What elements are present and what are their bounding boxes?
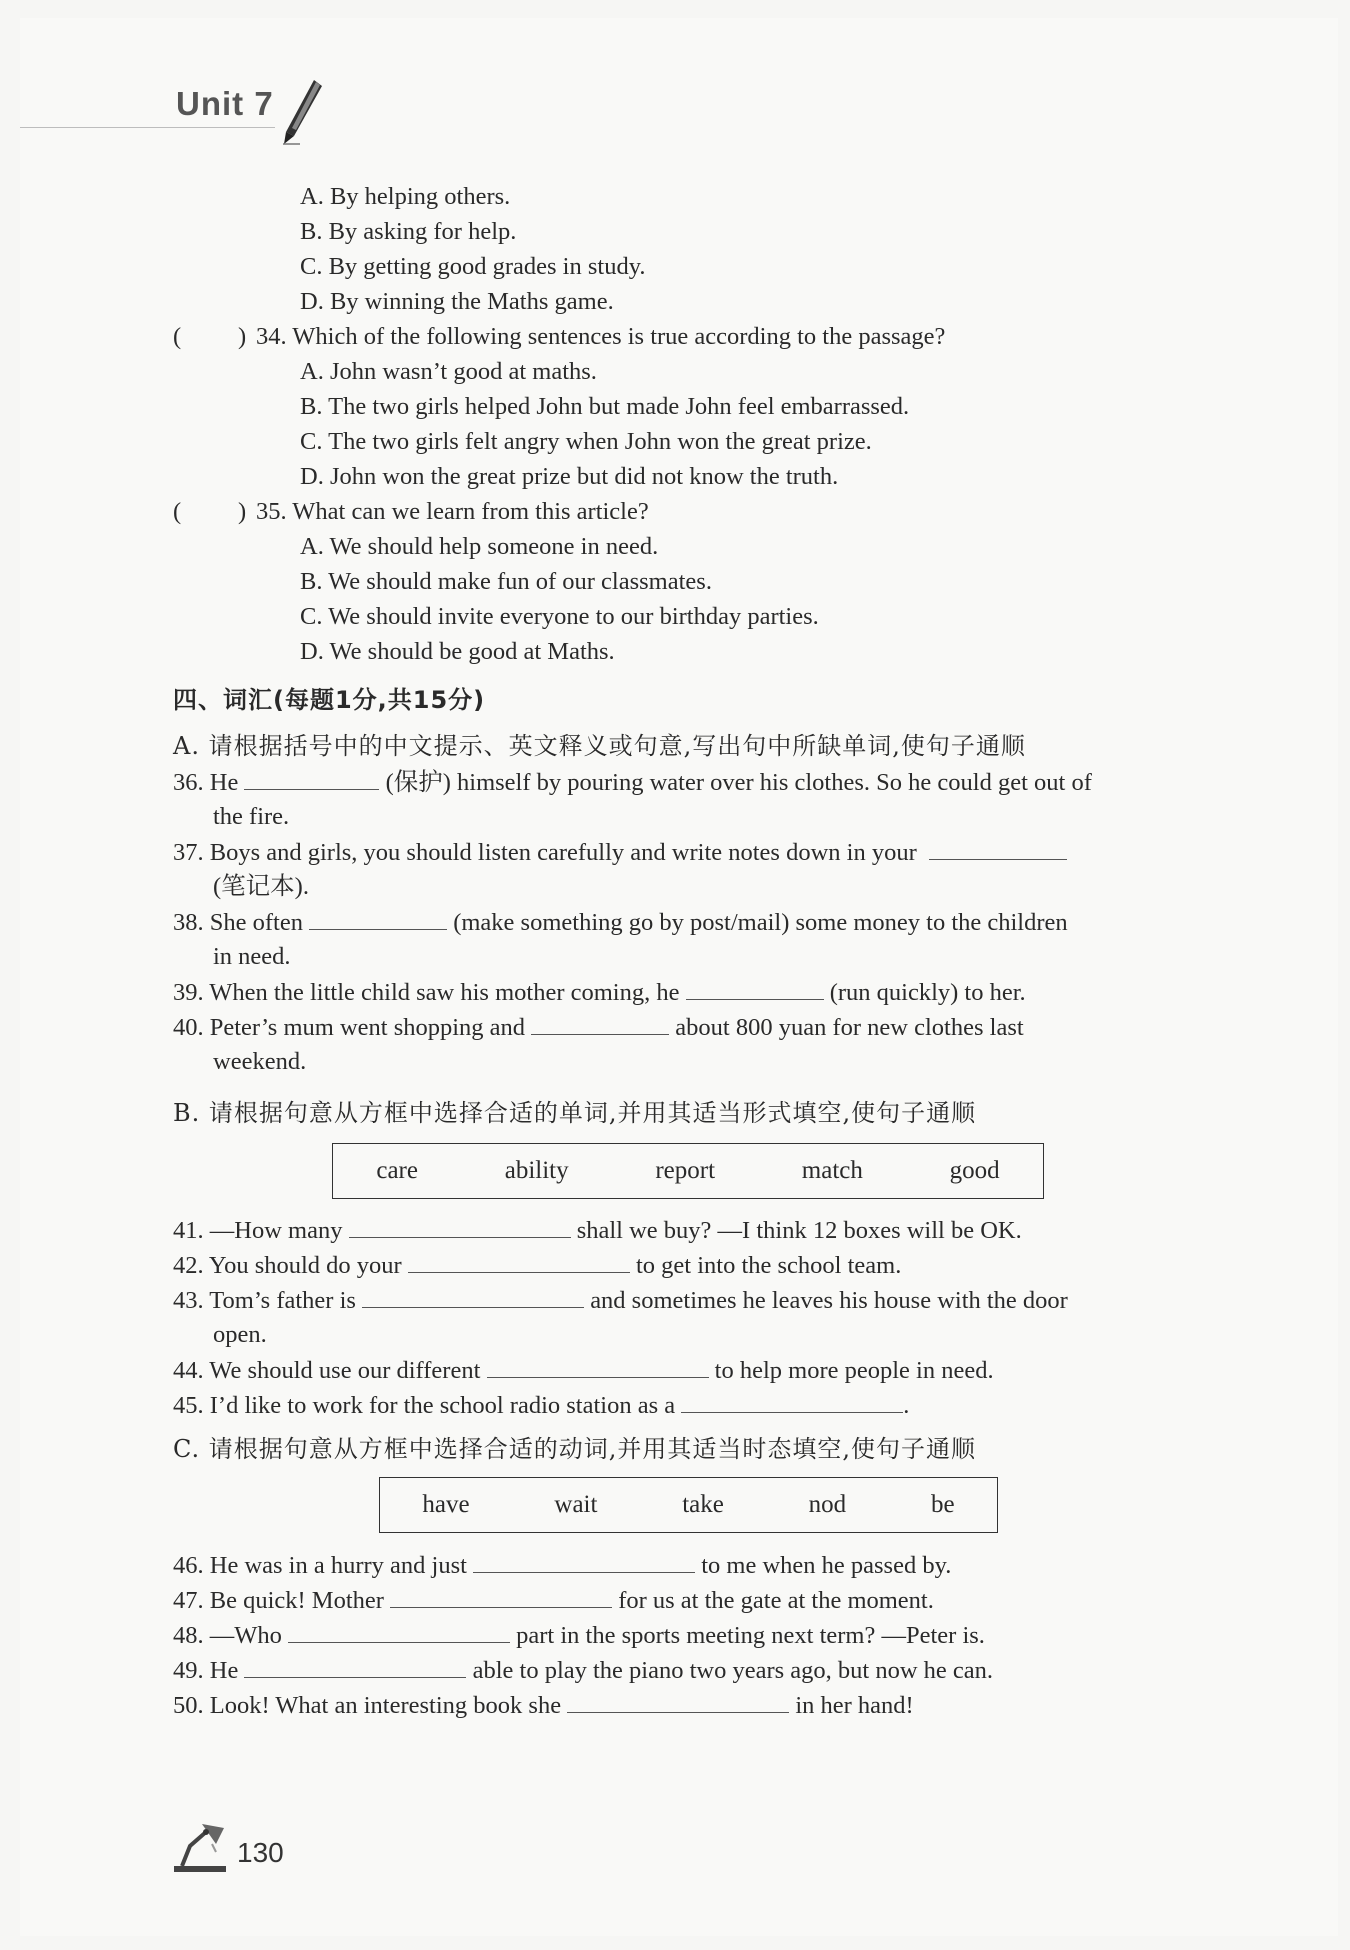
word-box-item: take xyxy=(682,1491,724,1518)
q33-option-d: D. By winning the Maths game. xyxy=(300,288,614,315)
q34-paren-close: ) xyxy=(238,323,247,350)
q34-paren-open: ( xyxy=(173,323,182,350)
word-box-item: wait xyxy=(554,1491,598,1518)
q50: 50. Look! What an interesting book she in her hand! xyxy=(173,1692,914,1719)
q39-answer-blank[interactable] xyxy=(686,977,824,1000)
q40: 40. Peter’s mum went shopping and about 800 yuan for new clothes last xyxy=(173,1014,1024,1041)
q33-option-b: B. By asking for help. xyxy=(300,218,517,245)
q46: 46. He was in a hurry and just to me when he passed by. xyxy=(173,1552,952,1579)
q38-answer-blank[interactable] xyxy=(309,907,447,930)
q34-option-a: A. John wasn’t good at maths. xyxy=(300,358,597,385)
q38: 38. She often (make something go by post/mail) some money to the children xyxy=(173,909,1068,936)
q40-continuation: weekend. xyxy=(213,1048,307,1075)
q38-continuation: in need. xyxy=(213,943,291,970)
header-rule xyxy=(20,127,275,128)
q35-option-c: C. We should invite everyone to our birthday parties. xyxy=(300,603,819,630)
q35-paren-close: ) xyxy=(238,498,247,525)
part-b-word-box xyxy=(332,1143,1044,1199)
q44: 44. We should use our different to help more people in need. xyxy=(173,1357,994,1384)
q36: 36. He (保护) himself by pouring water over his clothes. So he could get out of xyxy=(173,769,1092,796)
word-box-item: good xyxy=(949,1157,1000,1184)
q48: 48. —Who part in the sports meeting next term? —Peter is. xyxy=(173,1622,985,1649)
q34-option-b: B. The two girls helped John but made John feel embarrassed. xyxy=(300,393,910,420)
unit-title: Unit 7 xyxy=(176,85,274,122)
q43-answer-blank[interactable] xyxy=(362,1285,584,1308)
q48-answer-blank[interactable] xyxy=(288,1620,510,1643)
q34-stem: 34. Which of the following sentences is true according to the passage? xyxy=(256,323,946,350)
q35-option-a: A. We should help someone in need. xyxy=(300,533,659,560)
q36-continuation: the fire. xyxy=(213,803,290,830)
q35-option-b: B. We should make fun of our classmates. xyxy=(300,568,712,595)
word-box-item: have xyxy=(422,1491,470,1518)
page-number: 130 xyxy=(237,1837,284,1868)
q33-option-a: A. By helping others. xyxy=(300,183,511,210)
q42-answer-blank[interactable] xyxy=(408,1250,630,1273)
q44-answer-blank[interactable] xyxy=(487,1355,709,1378)
q40-answer-blank[interactable] xyxy=(531,1012,669,1035)
q35-stem: 35. What can we learn from this article? xyxy=(256,498,649,525)
section-title: 四、词汇(每题1分,共15分) xyxy=(173,686,486,714)
word-box-item: ability xyxy=(504,1157,569,1184)
desk-lamp-icon xyxy=(172,1818,230,1874)
q50-answer-blank[interactable] xyxy=(567,1690,789,1713)
q34-option-c: C. The two girls felt angry when John won the great prize. xyxy=(300,428,872,455)
q39: 39. When the little child saw his mother coming, he (run quickly) to her. xyxy=(173,979,1026,1006)
word-box-item: report xyxy=(655,1157,716,1184)
q49: 49. He able to play the piano two years ago, but now he can. xyxy=(173,1657,994,1684)
word-box-item: be xyxy=(930,1491,955,1518)
q36-answer-blank[interactable] xyxy=(244,767,379,790)
q45: 45. I’d like to work for the school radio station as a . xyxy=(173,1392,910,1419)
part-c-word-box xyxy=(379,1477,998,1533)
part-c-instruction: C. 请根据句意从方框中选择合适的动词,并用其适当时态填空,使句子通顺 xyxy=(173,1435,977,1463)
word-box-item: match xyxy=(801,1157,863,1184)
q46-answer-blank[interactable] xyxy=(473,1550,695,1573)
q43: 43. Tom’s father is and sometimes he leaves his house with the door xyxy=(173,1287,1068,1314)
q34-option-d: D. John won the great prize but did not know the truth. xyxy=(300,463,839,490)
pen-icon xyxy=(280,78,324,146)
q43-continuation: open. xyxy=(213,1321,267,1348)
word-box-item: care xyxy=(376,1157,418,1184)
q47: 47. Be quick! Mother for us at the gate at the moment. xyxy=(173,1587,934,1614)
part-a-instruction: A. 请根据括号中的中文提示、英文释义或句意,写出句中所缺单词,使句子通顺 xyxy=(173,732,1026,760)
q37: 37. Boys and girls, you should listen carefully and write notes down in your xyxy=(173,837,1067,868)
part-b-instruction: B. 请根据句意从方框中选择合适的单词,并用其适当形式填空,使句子通顺 xyxy=(173,1099,977,1127)
q33-option-c: C. By getting good grades in study. xyxy=(300,253,646,280)
q41: 41. —How many shall we buy? —I think 12 boxes will be OK. xyxy=(173,1217,1022,1244)
q35-paren-open: ( xyxy=(173,498,182,525)
q41-answer-blank[interactable] xyxy=(349,1215,571,1238)
word-box-item: nod xyxy=(808,1491,847,1518)
q42: 42. You should do your to get into the school team. xyxy=(173,1252,902,1279)
q49-answer-blank[interactable] xyxy=(244,1655,466,1678)
q37-continuation: (笔记本). xyxy=(213,873,309,900)
q37-answer-blank[interactable] xyxy=(929,837,1067,860)
q45-answer-blank[interactable] xyxy=(681,1390,903,1413)
q47-answer-blank[interactable] xyxy=(390,1585,612,1608)
q35-option-d: D. We should be good at Maths. xyxy=(300,638,615,665)
